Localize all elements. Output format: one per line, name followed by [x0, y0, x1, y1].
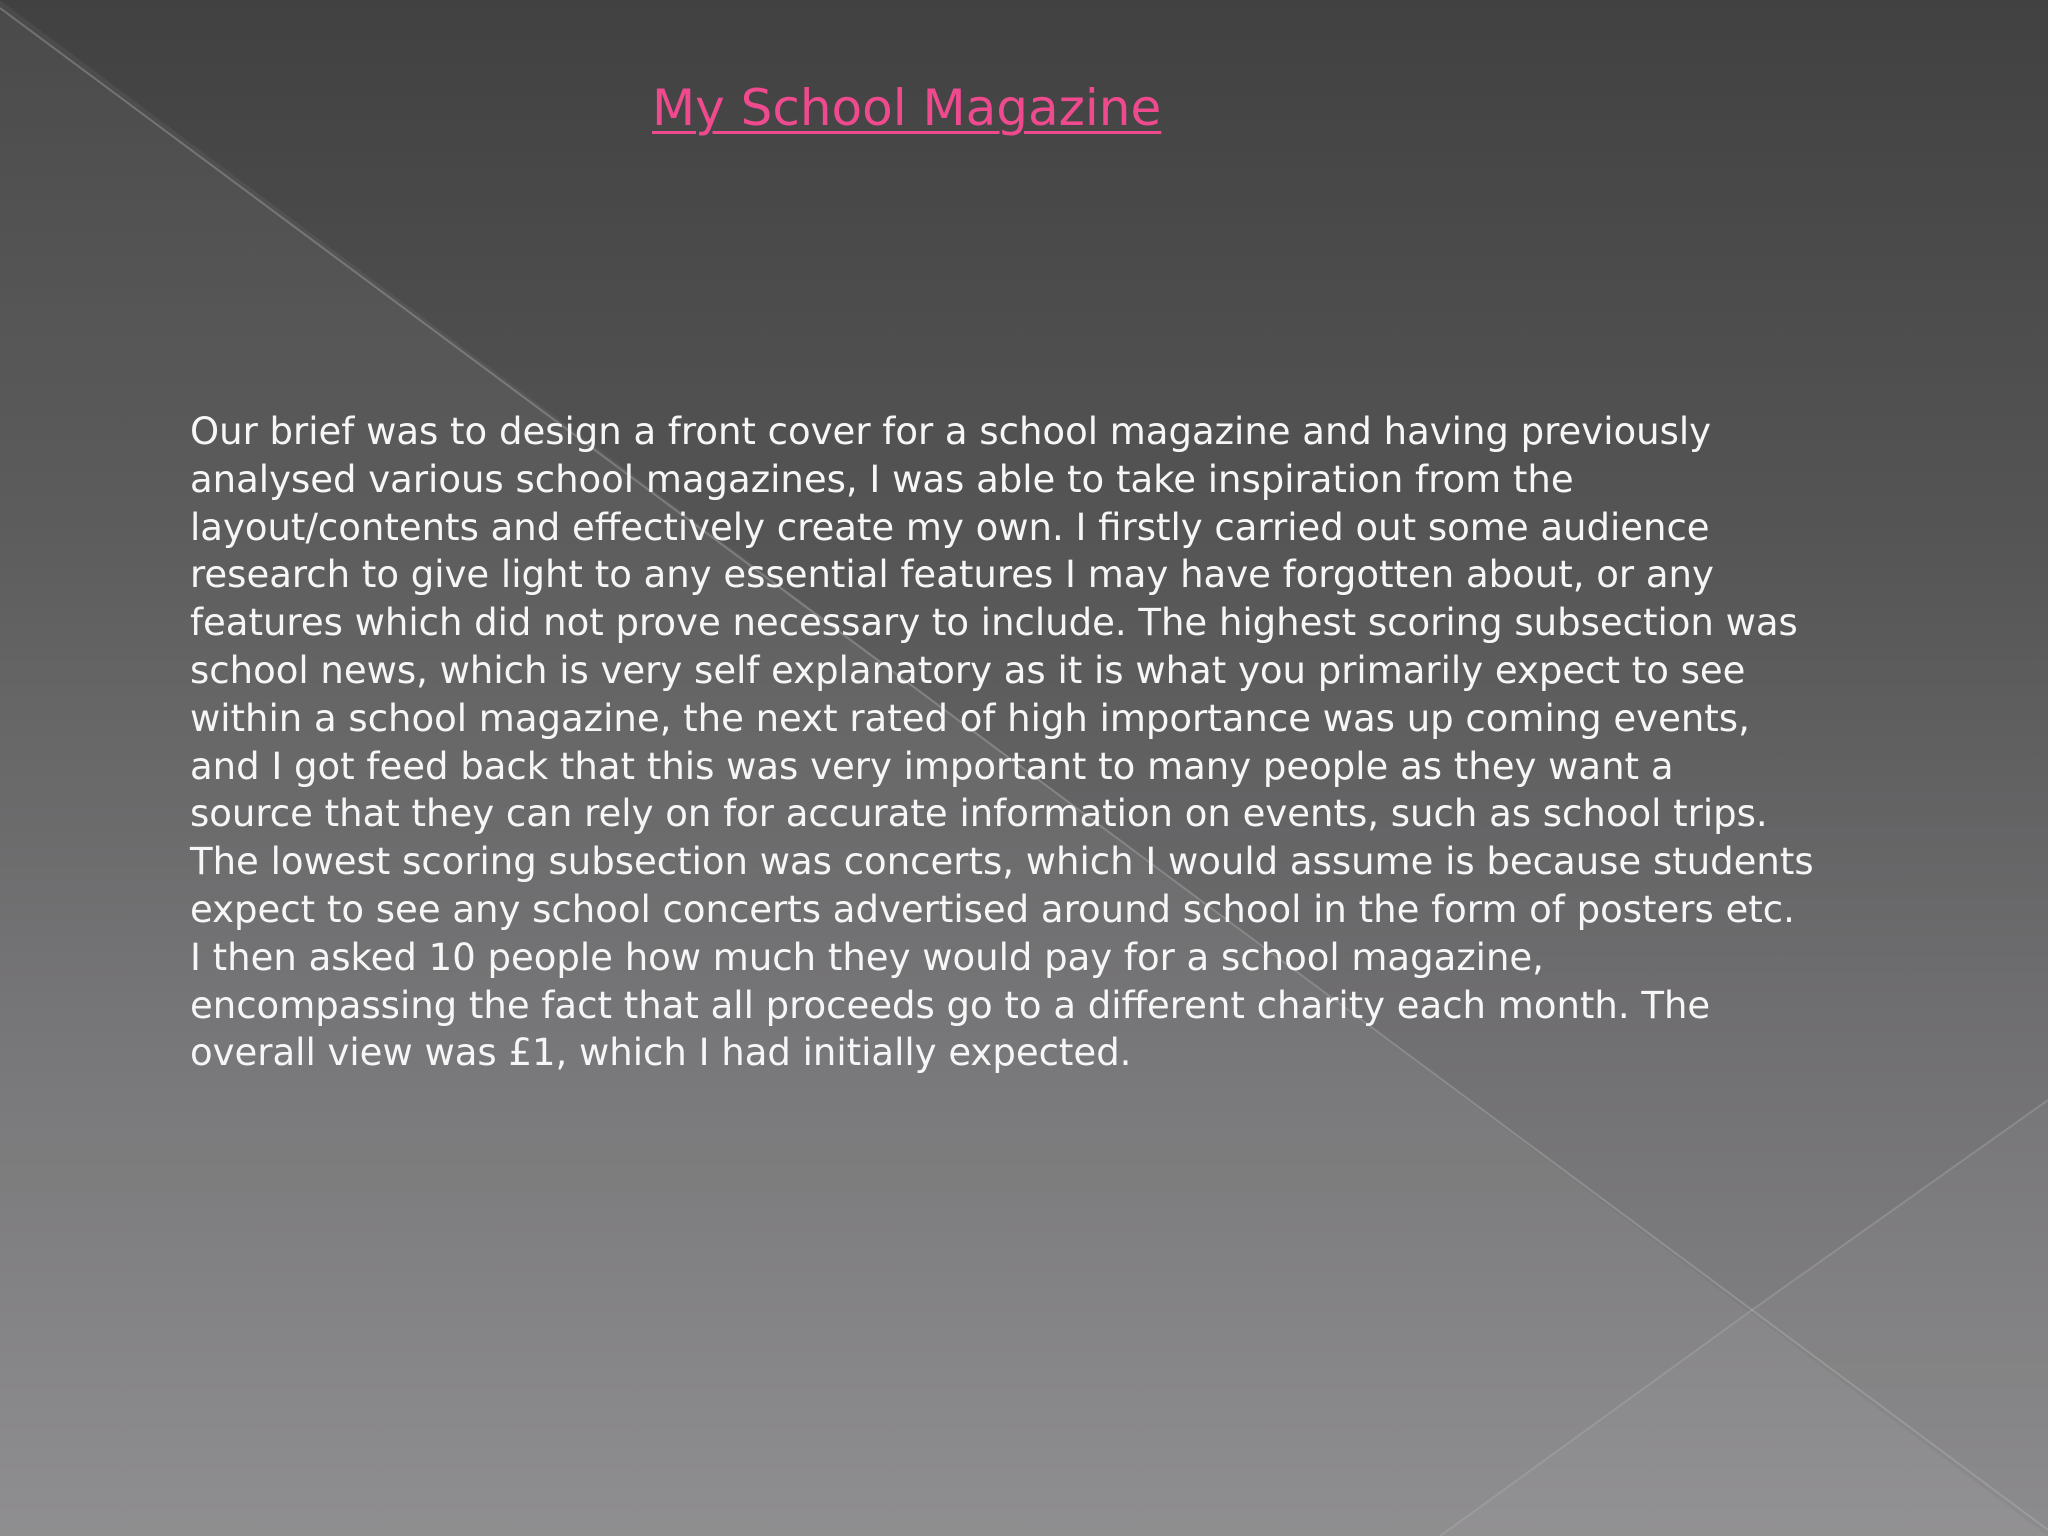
- body-text-line: school news, which is very self explanatory as it is what you primarily expect to see: [190, 648, 1746, 692]
- body-text-line: overall view was £1, which I had initially expected.: [190, 1031, 1132, 1075]
- body-text-line: research to give light to any essential features I may have forgotten about, or any: [190, 553, 1714, 597]
- body-text-line: source that they can rely on for accurate information on events, such as school trips.: [190, 792, 1768, 836]
- body-text-line: and I got feed back that this was very important to many people as they want a: [190, 744, 1674, 788]
- slide-body-text: [190, 408, 1890, 1077]
- body-text-line: features which did not prove necessary to include. The highest scoring subsection was: [190, 601, 1798, 645]
- body-text-line: within a school magazine, the next rated of high importance was up coming events,: [190, 696, 1750, 740]
- body-text-line: Our brief was to design a front cover for a school magazine and having previously: [190, 410, 1712, 453]
- slide-title: My School Magazine: [652, 79, 1162, 137]
- body-text-line: I then asked 10 people how much they would pay for a school magazine,: [190, 935, 1544, 979]
- body-text-line: The lowest scoring subsection was concerts, which I would assume is because students: [190, 840, 1814, 884]
- body-text-line: encompassing the fact that all proceeds go to a different charity each month. The: [190, 983, 1711, 1027]
- body-text-line: layout/contents and effectively create my own. I firstly carried out some audience: [190, 505, 1710, 549]
- body-text-line: expect to see any school concerts advertised around school in the form of posters etc.: [190, 887, 1795, 931]
- body-text-line: analysed various school magazines, I was able to take inspiration from the: [190, 457, 1574, 501]
